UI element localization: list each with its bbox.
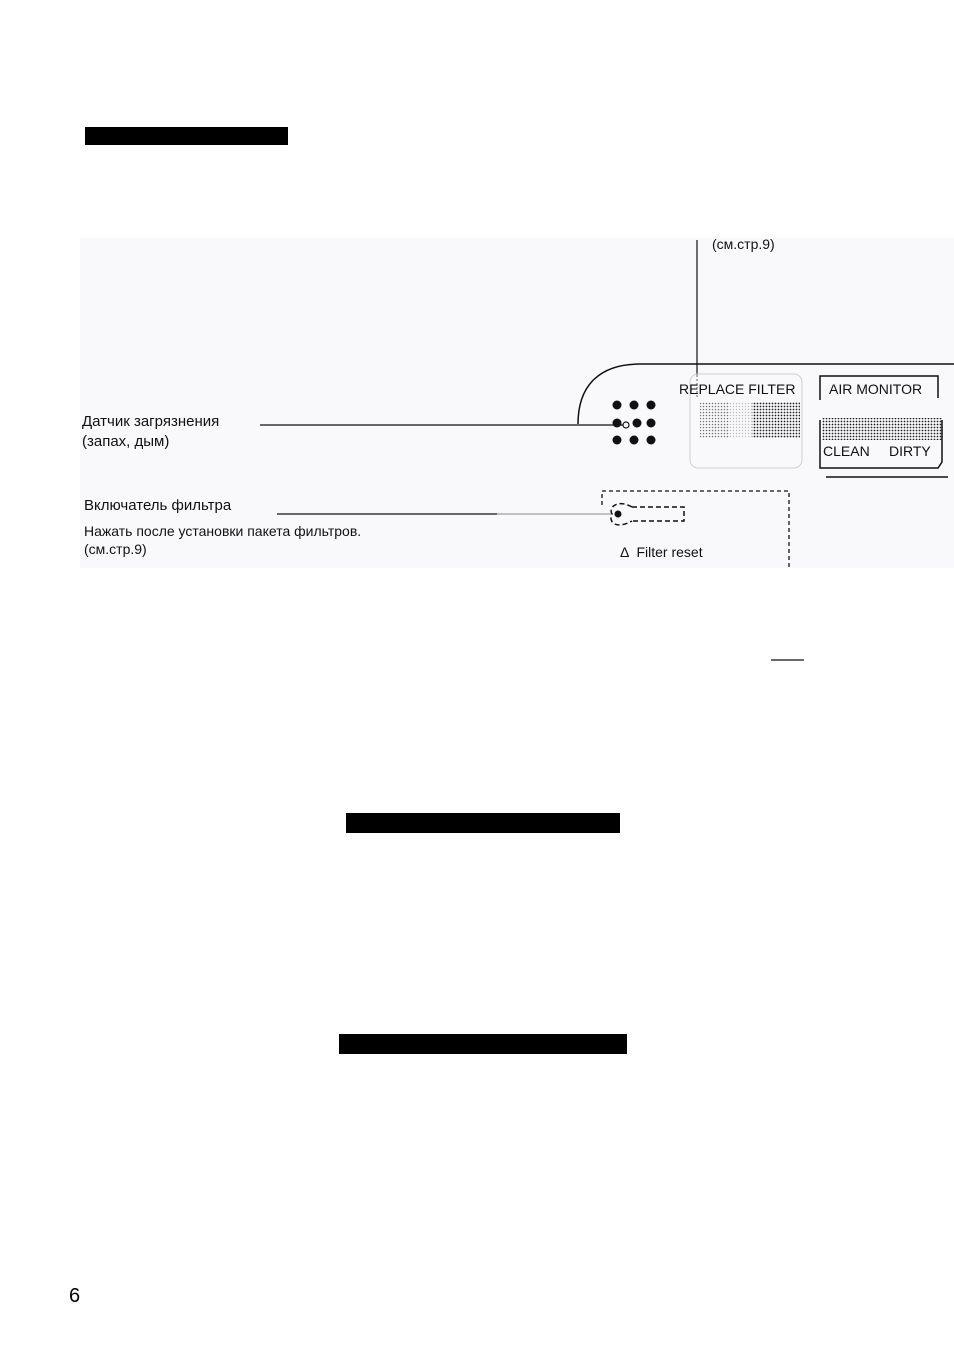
- filter-reset-button: [632, 507, 684, 521]
- pollution-sensor-label: Датчик загрязнения: [82, 413, 220, 430]
- air-monitor-label: AIR MONITOR: [829, 381, 923, 397]
- filter-switch-note: Нажать после установки пакета фильтров.: [84, 523, 362, 539]
- filter-switch-reference: (см.стр.9): [84, 541, 147, 557]
- filter-reset-label: [620, 544, 703, 560]
- switch-leader-end: [615, 511, 622, 518]
- replace-filter-label: REPLACE FILTER: [679, 381, 796, 397]
- filter-reset-text: Filter reset: [636, 544, 703, 560]
- replace-filter-indicator: [700, 402, 800, 438]
- reference-top: (см.стр.9): [712, 236, 775, 252]
- warning-triangle-icon: Δ: [620, 544, 629, 560]
- filter-reset-button-round: [611, 504, 632, 525]
- page-number: 6: [69, 1285, 81, 1307]
- dirty-label: DIRTY: [889, 443, 931, 459]
- sensor-leader-end: [623, 422, 629, 428]
- air-monitor-indicator: [822, 418, 942, 440]
- filter-switch-label: Включатель фильтра: [84, 497, 232, 514]
- sensor-grill: [613, 401, 656, 445]
- clean-label: CLEAN: [823, 443, 870, 459]
- pollution-sensor-sublabel: (запах, дым): [82, 433, 170, 450]
